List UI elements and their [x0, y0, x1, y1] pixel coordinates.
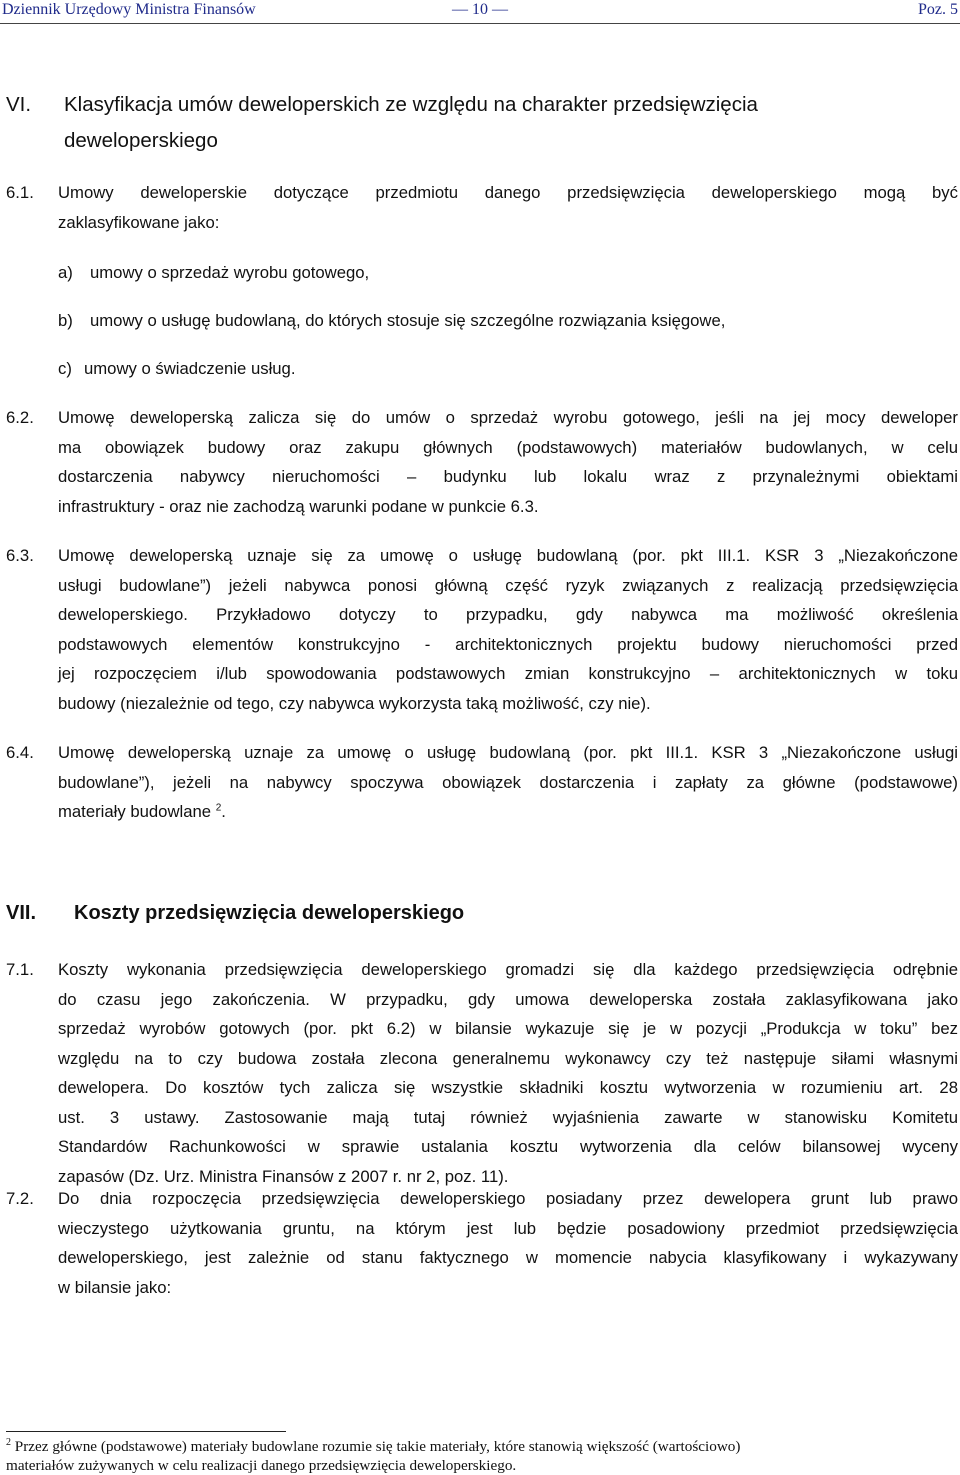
paragraph-body [58, 403, 958, 521]
section-number: VII. [6, 902, 37, 924]
text-line: podstawowych elementów konstrukcyjno - architektonicznych projektu budowy nieruchomości przed [58, 634, 958, 654]
text-line: usługi budowlane”) jeżeli nabywca ponosi główną część ryzyk związanych z realizacją przedsięwzięcia [58, 575, 958, 595]
paragraph-body [58, 738, 958, 827]
list-item [58, 354, 295, 384]
text-line: Do dnia rozpoczęcia przedsięwzięcia deweloperskiego posiadany przez dewelopera grunt lub prawo [58, 1189, 958, 1208]
paragraph-number: 6.4. [6, 743, 34, 762]
text-fragment: . [221, 802, 226, 821]
footnote [6, 1437, 956, 1475]
text-line: ma obowiązek budowy oraz zakupu głównych (podstawowych) materiałów budowlanych, w celu [58, 437, 958, 457]
text-line: Umowę deweloperską uznaje się za umowę o usługę budowlaną (por. pkt III.1. KSR 3 „Niezakończone [58, 546, 958, 565]
text-line: dostarczenia nabywcy nieruchomości – budynku lub lokalu wraz z przynależnymi obiektami [58, 467, 958, 486]
footnote-reference[interactable]: 2 [215, 802, 222, 814]
text-line: Umowę deweloperską uznaje za umowę o usługę budowlaną (por. pkt III.1. KSR 3 „Niezakończone usługi [58, 743, 958, 762]
paragraph-number: 7.1. [6, 960, 34, 979]
text-line: budowlane”), jeżeli na nabywcy spoczywa obowiązek dostarczenia i zapłaty za główne (podstawowe) [58, 772, 958, 792]
text-line: w bilansie jako: [58, 1277, 172, 1297]
section-number: VI. [6, 93, 32, 116]
text-line [58, 797, 958, 827]
list-item-label: c) [58, 359, 72, 378]
position-number: Poz. 5 [918, 1, 958, 18]
header-divider [0, 23, 960, 24]
text-line: deweloperskiego. Przykładowo dotyczy to przypadku, gdy nabywca ma możliwość określenia [58, 605, 958, 624]
section-title: Koszty przedsięwzięcia deweloperskiego [74, 902, 465, 924]
text-fragment: materiały budowlane [58, 802, 212, 821]
footnote-line: materiałów zużywanych w celu realizacji danego przedsięwzięcia deweloperskiego. [6, 1457, 517, 1474]
text-line: Umowę deweloperską zalicza się do umów o sprzedaż wyrobu gotowego, jeśli na jej mocy deweloper [58, 408, 958, 427]
list-item-text: umowy o sprzedaż wyrobu gotowego, [90, 263, 370, 282]
text-line: deweloperskiego, jest zależnie od stanu faktycznego w momencie nabycia klasyfikowany i wykazywany [58, 1248, 958, 1267]
list-item [58, 306, 725, 336]
text-line: ust. 3 ustawy. Zastosowanie mają tutaj również wyjaśnienia zawarte w stanowisku Komitetu [58, 1107, 958, 1127]
journal-title: Dziennik Urzędowy Ministra Finansów [2, 1, 256, 18]
text-line: dewelopera. Do kosztów tych zalicza się wszystkie składniki kosztu wytworzenia w rozumieniu art. 28 [58, 1078, 958, 1097]
text-line: do czasu jego zakończenia. W przypadku, gdy umowa deweloperska została zaklasyfikowana jako [58, 989, 958, 1009]
footnote-divider [6, 1431, 286, 1432]
page-number: — 10 — [452, 1, 508, 18]
list-item [58, 258, 369, 288]
text-line: jej rozpoczęciem i/lub spowodowania podstawowych zmian konstrukcyjno – architektonicznych w toku [58, 664, 958, 683]
paragraph-body [58, 1184, 958, 1302]
text-line: sprzedaż wyrobów gotowych (por. pkt 6.2) w bilansie wykazuje się je w pozycji „Produkcja w toku” bez [58, 1019, 958, 1038]
text-line: względu na to czy budowa została zlecona generalnemu wykonawcy czy też następuje siłami własnymi [58, 1048, 958, 1068]
paragraph-number: 7.2. [6, 1189, 34, 1208]
text-line: infrastruktury - oraz nie zachodzą warunki podane w punkcie 6.3. [58, 496, 539, 516]
paragraph-body [58, 955, 958, 1191]
text-line: wieczystego użytkowania gruntu, na którym jest lub będzie posadowiony przedmiot przedsięwzięcia [58, 1218, 958, 1238]
section-title-line: deweloperskiego [64, 129, 218, 152]
text-line: zapasów (Dz. Urz. Ministra Finansów z 2007 r. nr 2, poz. 11). [58, 1166, 509, 1186]
section-title-line: Klasyfikacja umów deweloperskich ze względu na charakter przedsięwzięcia [64, 93, 758, 116]
footnote-text: Przez główne (podstawowe) materiały budowlane rozumie się takie materiały, które stanowią większość (wartościowo) [14, 1438, 741, 1455]
text-line: budowy (niezależnie od tego, czy nabywca wykorzysta taką możliwość, czy nie). [58, 693, 651, 713]
text-line: zaklasyfikowane jako: [58, 212, 220, 232]
list-item-label: b) [58, 311, 73, 330]
paragraph-number: 6.2. [6, 408, 34, 427]
footnote-line [6, 1437, 956, 1456]
text-line: Koszty wykonania przedsięwzięcia deweloperskiego gromadzi się dla każdego przedsięwzięcia odrębnie [58, 960, 958, 979]
list-item-label: a) [58, 263, 73, 282]
list-item-text: umowy o świadczenie usług. [84, 359, 296, 378]
paragraph-number: 6.1. [6, 183, 34, 202]
footnote-marker: 2 [6, 1436, 11, 1448]
paragraph-body [58, 541, 958, 718]
text-line: Umowy deweloperskie dotyczące przedmiotu danego przedsięwzięcia deweloperskiego mogą być [58, 183, 958, 202]
paragraph-body [58, 178, 958, 237]
running-header [0, 0, 960, 24]
paragraph-number: 6.3. [6, 546, 34, 565]
text-line: Standardów Rachunkowości w sprawie ustalania kosztu wytworzenia dla celów bilansowej wyceny [58, 1137, 958, 1156]
list-item-text: umowy o usługę budowlaną, do których stosuje się szczególne rozwiązania księgowe, [90, 311, 726, 330]
